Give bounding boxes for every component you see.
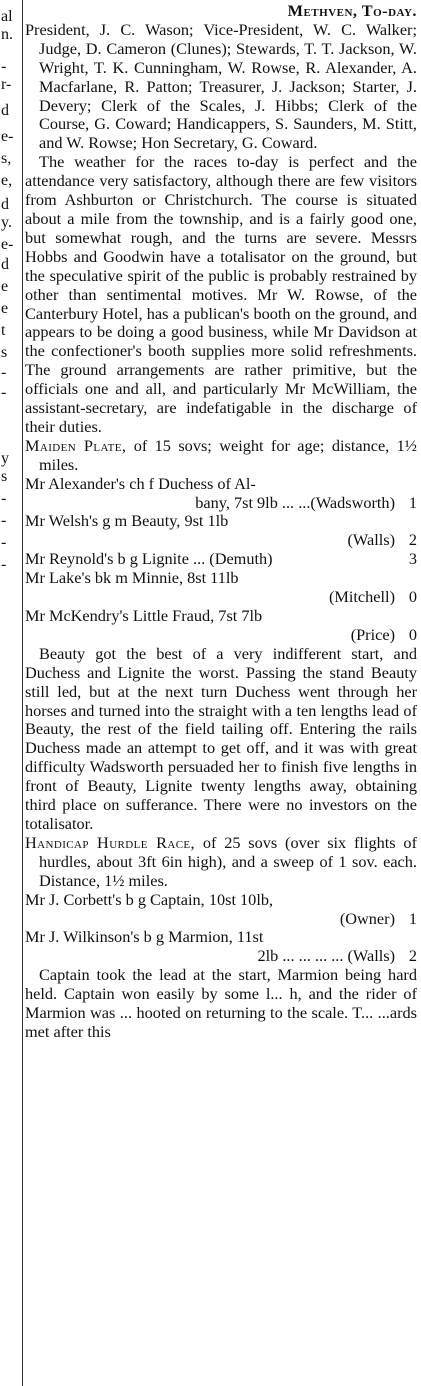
entry-placing: 1 xyxy=(408,908,417,928)
gutter-fragment: - xyxy=(1,490,7,507)
race1-title: Maiden Plate, xyxy=(25,435,127,455)
gutter-fragment: - xyxy=(1,364,7,381)
entry-rider: 2lb ... ... ... ... (Walls) xyxy=(257,946,395,966)
gutter-fragment: d xyxy=(1,196,9,213)
gutter-fragment: y. xyxy=(1,214,12,231)
entry-rider: (Mitchell) xyxy=(328,587,395,607)
entry-placing: 0 xyxy=(408,624,417,644)
entry-placing: 3 xyxy=(408,549,417,569)
race-entry xyxy=(25,550,417,569)
gutter-fragment: - xyxy=(1,384,7,401)
race-entry xyxy=(25,512,417,550)
entry-horse: Mr J. Wilkinson's b g Marmion, 11st xyxy=(25,927,264,947)
race1-header xyxy=(25,437,417,475)
gutter-fragment: e- xyxy=(1,236,14,253)
gutter-fragment: al xyxy=(1,8,13,25)
race2-title: Handicap Hurdle Race, xyxy=(25,832,196,852)
gutter-fragment: r- xyxy=(1,76,12,93)
entry-placing: 0 xyxy=(408,587,417,607)
entry-horse: Mr Alexander's ch f Duchess of Al- xyxy=(25,473,256,493)
race1-entries xyxy=(25,475,417,645)
entry-horse: Mr Welsh's g m Beauty, 9st 1lb xyxy=(25,511,229,531)
race2-header xyxy=(25,834,417,891)
column-rule xyxy=(22,0,23,1386)
entry-rider: (Price) xyxy=(350,624,395,644)
gutter-fragment: - xyxy=(1,556,7,573)
entry-placing: 2 xyxy=(408,946,417,966)
intro-paragraph: The weather for the races to-day is perfect and the attendance very satisfactory, although there are few visitors from Ashburton or Christchurch. The course is situated about a mile from the township, and is a fairly good one, but somewhat rough, and the turns are severe. Messrs Hobbs and Goodwin have a totalisator on the ground, but the speculative spirit of the public is probably restrained by other than sentimental motives. Mr W. Rowse, of the Canterbury Hotel, has a publican's booth on the ground, and appears to be doing a good business, while Mr Davidson at the confectioner's booth supplies more solid refreshments. The ground arrangements are rather primitive, but the officials one and all, and particularly Mr McWilliam, the assistant-secretary, are indefatigable in the discharge of their duties. xyxy=(25,152,417,436)
gutter-fragment: - xyxy=(1,58,7,75)
gutter-fragment: e xyxy=(1,300,9,317)
gutter-fragment: e, xyxy=(1,172,13,189)
section-heading: Methven, To-day. xyxy=(287,1,417,20)
race-entry xyxy=(25,475,417,513)
entry-horse: Mr McKendry's Little Fraud, 7st 7lb xyxy=(25,606,263,625)
gutter-fragment: n. xyxy=(1,26,13,43)
gutter-fragment: - xyxy=(1,512,7,529)
race2-report: Captain took the lead at the start, Marmion being hard held. Captain won easily by some l... h, and the rider of Marmion was ... hooted on returning to the scale. T... ...ards met after this xyxy=(25,965,417,1041)
adjacent-column-fragments xyxy=(0,0,22,1386)
race2-entries xyxy=(25,891,417,967)
race-entry xyxy=(25,569,417,607)
entry-horse: Mr Lake's bk m Minnie, 8st 11lb xyxy=(25,568,239,588)
race-entry xyxy=(25,891,417,929)
entry-horse: Mr Reynold's b g Lignite ... (Demuth) xyxy=(25,549,273,569)
entry-horse: Mr J. Corbett's b g Captain, 10st 10lb, xyxy=(25,889,274,909)
gutter-fragment: s, xyxy=(1,150,12,167)
officials-list: President, J. C. Wason; Vice-President, W. C. Walker; Judge, D. Cameron (Clunes); Stewards, T. T. Jackson, W. Wright, T. K. Cunningham, W. Rowse, R. Alexander, A. Macfarlane, R. Patton; Treasurer, J. Jackson; Starter, J. Devery; Clerk of the Scales, J. Hibbs; Clerk of the Course, G. Coward; Handicappers, S. Saunders, M. Stitt, and W. Rowse; Hon Secretary, G. Coward. xyxy=(25,19,417,153)
entry-rider: bany, 7st 9lb ... ...(Wadsworth) xyxy=(195,492,395,512)
news-column xyxy=(25,2,417,1042)
gutter-fragment: y xyxy=(1,450,9,467)
gutter-fragment: e- xyxy=(1,128,14,145)
gutter-fragment: d xyxy=(1,102,9,119)
race1-desc: of 15 sovs; weight for age; distance, 1½ miles. xyxy=(39,435,417,474)
race2-desc: of 25 sovs (over six flights of hurdles, about 3ft 6in high), and a sweep of 1 sov. each. Distance, 1½ miles. xyxy=(39,832,417,890)
gutter-fragment: s xyxy=(1,468,8,485)
entry-placing: 2 xyxy=(408,530,417,550)
gutter-fragment: t xyxy=(1,322,6,339)
gutter-fragment: d xyxy=(1,256,9,273)
race-entry xyxy=(25,607,417,645)
entry-rider: (Owner) xyxy=(339,908,395,928)
gutter-fragment: e xyxy=(1,278,9,295)
entry-placing: 1 xyxy=(408,492,417,512)
race-entry xyxy=(25,928,417,966)
entry-rider: (Walls) xyxy=(347,530,395,550)
gutter-fragment: - xyxy=(1,534,7,551)
race1-report: Beauty got the best of a very indifferent start, and Duchess and Lignite the worst. Passing the stand Beauty still led, but at the next turn Duchess went through her horses and turned into the straight with a ten lengths lead of Beauty, the rest of the field tailing off. Entering the rails Duchess made an attempt to get off, and it was with great difficulty Wadsworth persuaded her to finish five lengths in front of Beauty, Lignite twenty lengths away, obtaining third place on sufferance. There were no investors on the totalisator. xyxy=(25,643,417,833)
gutter-fragment: s xyxy=(1,344,8,361)
